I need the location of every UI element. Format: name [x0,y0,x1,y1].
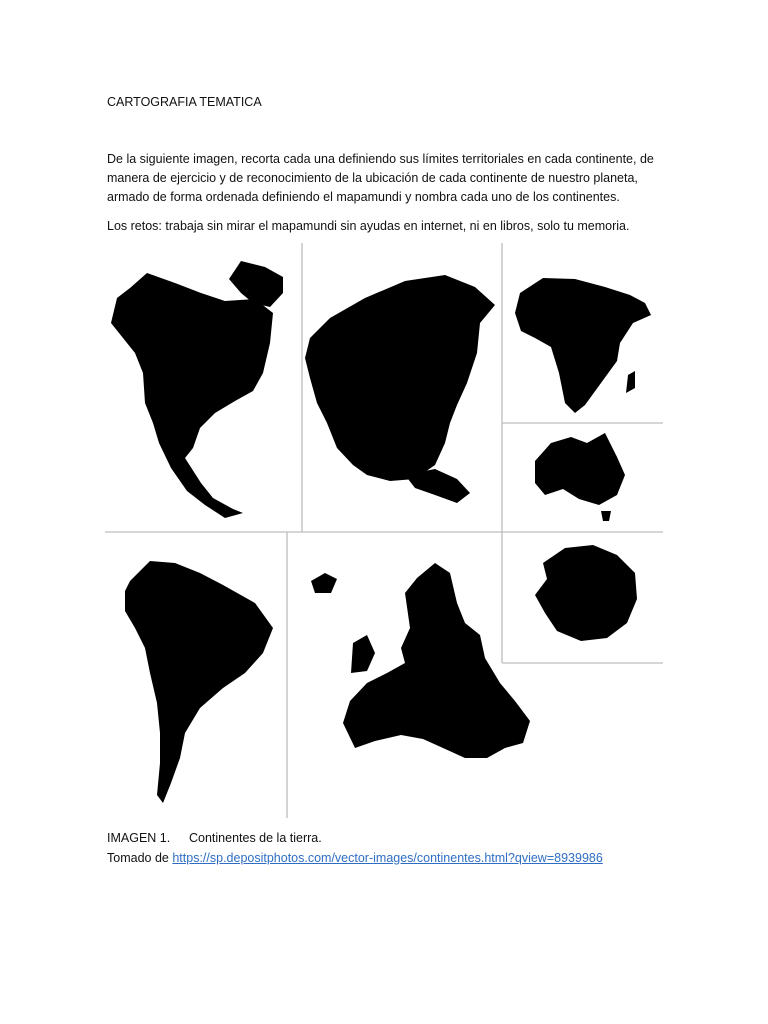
antarctica-map [535,545,637,641]
source-prefix: Tomado de [107,851,169,865]
instruction-paragraph: De la siguiente imagen, recorta cada una definiendo sus límites territoriales en cada continente, de manera de ejercicio y de reconocimiento de la ubicación de cada continente de nuestro planeta, armado de forma ordenada definiendo el mapamundi y nombra cada uno de los continentes. [107,152,654,204]
caption-source-line [107,848,603,868]
north-america-map [111,273,273,518]
caption-text: Continentes de la tierra. [189,831,322,845]
british-isles-map [351,635,375,673]
south-america-map [125,561,273,803]
continents-image [105,243,665,818]
madagascar-map [626,371,635,393]
tasmania-map [601,511,611,521]
iceland-map [311,573,337,593]
australia-map [535,433,625,505]
source-link[interactable]: https://sp.depositphotos.com/vector-images/continentes.html?qview=8939986 [172,851,603,865]
africa-map [515,278,651,413]
document-title: CARTOGRAFIA TEMATICA [107,95,262,109]
challenge-paragraph: Los retos: trabaja sin mirar el mapamundi sin ayudas en internet, ni en libros, solo tu memoria. [107,219,630,233]
figure-caption [107,828,603,868]
caption-title-line [107,828,603,848]
asia-map [305,275,495,481]
greenland-map [229,261,283,307]
continents-figure [105,243,665,818]
southeast-islands-map [405,469,470,503]
caption-number: IMAGEN 1. [107,831,171,845]
